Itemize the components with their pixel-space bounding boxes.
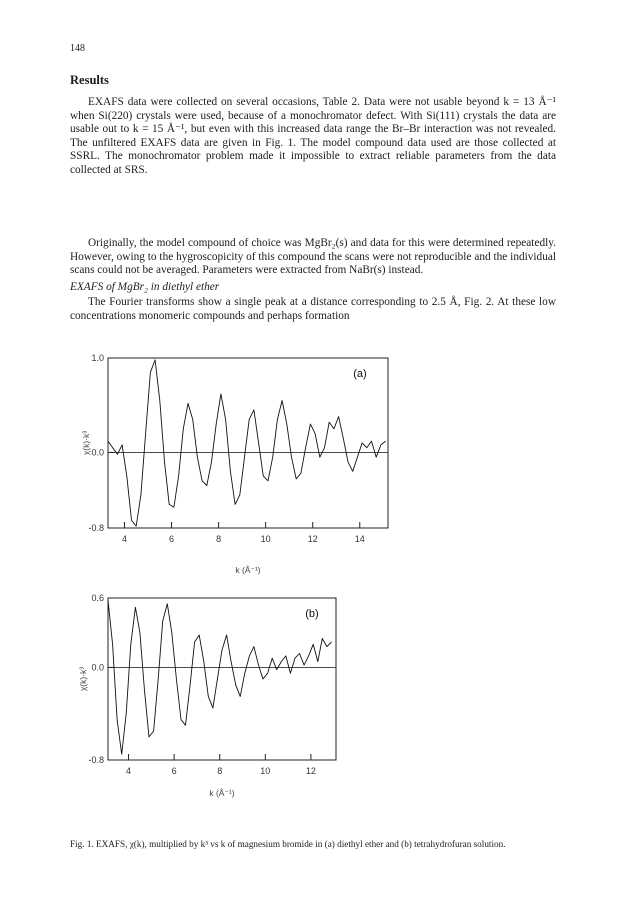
x-tick-label: 10 [260,766,271,776]
y-tick-label: -0.8 [88,755,104,765]
x-tick-label: 6 [169,534,175,544]
subsection-heading: EXAFS of MgBr₂ in diethyl ether [70,281,220,293]
x-tick-label: 8 [217,766,223,776]
chart-panel-a [81,353,388,575]
x-tick-label: 4 [126,766,132,776]
x-tick-label: 12 [305,766,316,776]
section-heading: Results [70,73,109,87]
y-tick-label: -0.8 [88,523,104,533]
y-tick-label: 0.0 [91,662,104,673]
paragraph: EXAFS data were collected on several occasions, Table 2. Data were not usable beyond k = 13 Å⁻¹ when Si(220) crystals were used, because of a monochromator defect. With Si(111) crystals the data are usable out to k = 15 Å⁻¹, but even with this increased data range the Br–Br interaction was not revealed. The unfiltered EXAFS data are given in Fig. 1. The model compound data used are those collected at SSRL. The monochromator problem made it impossible to extract reliable parameters from the data collected at SRS. [70,96,556,176]
chart-panel-b [78,593,336,798]
page-number: 148 [70,43,85,54]
x-tick-label: 10 [260,534,271,544]
x-tick-label: 8 [216,534,222,544]
figure-caption: Fig. 1. EXAFS, χ(k), multiplied by k³ vs k of magnesium bromide in (a) diethyl ether and (b) tetrahydrofuran solution. [70,839,506,849]
plot-frame [108,598,336,760]
panel-label: (a) [353,368,367,380]
panel-label: (b) [305,608,319,620]
x-tick-label: 12 [307,534,318,544]
y-tick-label: 0.6 [91,593,104,603]
series-line [108,360,386,526]
x-tick-label: 6 [171,766,177,776]
paragraph: The Fourier transforms show a single peak at a distance corresponding to 2.5 Å, Fig. 2. At these low concentrations monomeric compounds and perhaps formation [70,296,556,322]
y-axis-label: χ(k)·k³ [81,430,91,456]
x-tick-label: 14 [354,534,365,544]
y-tick-label: 1.0 [91,353,104,363]
series-line [108,600,331,754]
x-tick-label: 4 [121,534,127,544]
x-axis-label: k (Å⁻¹) [235,565,261,575]
y-axis-label: χ(k)·k³ [78,666,88,692]
x-axis-label: k (Å⁻¹) [209,788,235,798]
plot-frame [108,358,388,528]
paragraph: Originally, the model compound of choice was MgBr₂(s) and data for this were determined repeatedly. However, owing to the hygroscopicity of this compound the scans were not reproducible and the individual scans could not be averaged. Parameters were extracted from NaBr(s) instead. [70,237,556,277]
y-tick-label: 0.0 [91,447,104,458]
